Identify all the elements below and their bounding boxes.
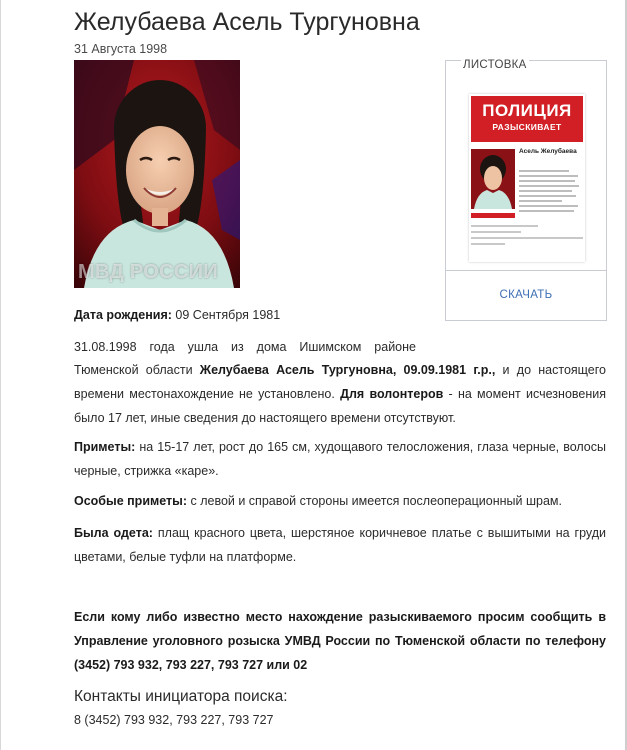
leaflet-text-lines — [519, 170, 581, 215]
leaflet-heading: ЛИСТОВКА — [463, 59, 527, 71]
photo-image — [74, 60, 240, 288]
clothing-value: плащ красного цвета, шерстяное коричневое платье с вышитыми на груди цветами, белые туфли на платформе. — [74, 526, 606, 564]
leaflet-divider — [446, 270, 606, 271]
story-line1: 31.08.1998 года ушла из дома Ишимском районе — [74, 340, 416, 354]
story-text-c: - на момент исчезновения было 17 лет, иные сведения до настоящего времени отсутствуют. — [74, 387, 606, 425]
special-signs-label: Особые приметы: — [74, 494, 187, 508]
contacts-phones: 8 (3452) 793 932, 793 227, 793 727 — [74, 713, 274, 727]
leaflet-banner — [471, 96, 583, 142]
signs-value: на 15-17 лет, рост до 165 см, худощавого телосложения, глаза черные, волосы черные, стрижка «каре». — [74, 440, 606, 478]
left-border — [0, 0, 1, 750]
birth-date-value: 09 Сентября 1981 — [171, 308, 281, 322]
birth-date-label: Дата рождения: — [74, 308, 172, 322]
banner-line2: РАЗЫСКИВАЕТ — [492, 122, 562, 132]
person-name-title: Желубаева Асель Тургуновна — [74, 8, 420, 36]
story-volunteers-bold: Для волонтеров — [340, 387, 444, 401]
missing-person-photo — [74, 60, 240, 288]
story-text-b: и до настоящего времени местонахождение не установлено. — [74, 363, 606, 401]
story-text-a: Тюменской области — [74, 363, 200, 377]
leaflet-mini-name: Асель Желубаева — [519, 148, 577, 155]
disappearance-date: 31 Августа 1998 — [74, 42, 168, 56]
leaflet-footer-lines — [471, 225, 583, 249]
photo-watermark: МВД РОССИИ — [78, 261, 218, 283]
special-signs-value: с левой и справой стороны имеется послеоперационный шрам. — [187, 494, 562, 508]
special-signs-paragraph — [74, 489, 606, 513]
appeal-paragraph: Если кому либо известно место нахождение разыскиваемого просим сообщить в Управление уголовного розыска УМВД России по Тюменской области по телефону (3452) 793 932, 793 227, 793 727 или 02 — [74, 610, 606, 672]
contacts-heading: Контакты инициатора поиска: — [74, 688, 288, 705]
story-person-bold: Желубаева Асель Тургуновна, 09.09.1981 г.р., — [199, 363, 496, 377]
clothing-label: Была одета: — [74, 526, 153, 540]
banner-line1: ПОЛИЦИЯ — [482, 101, 572, 120]
clothing-paragraph — [74, 521, 606, 569]
download-button[interactable]: СКАЧАТЬ — [499, 289, 553, 301]
signs-label: Приметы: — [74, 440, 136, 454]
leaflet-red-strip — [471, 213, 515, 218]
leaflet-preview[interactable] — [469, 94, 585, 262]
birth-date-row — [74, 303, 280, 327]
story-paragraph — [74, 358, 606, 430]
signs-paragraph — [74, 435, 606, 483]
leaflet-photo — [471, 149, 515, 209]
leaflet-card — [445, 60, 607, 321]
